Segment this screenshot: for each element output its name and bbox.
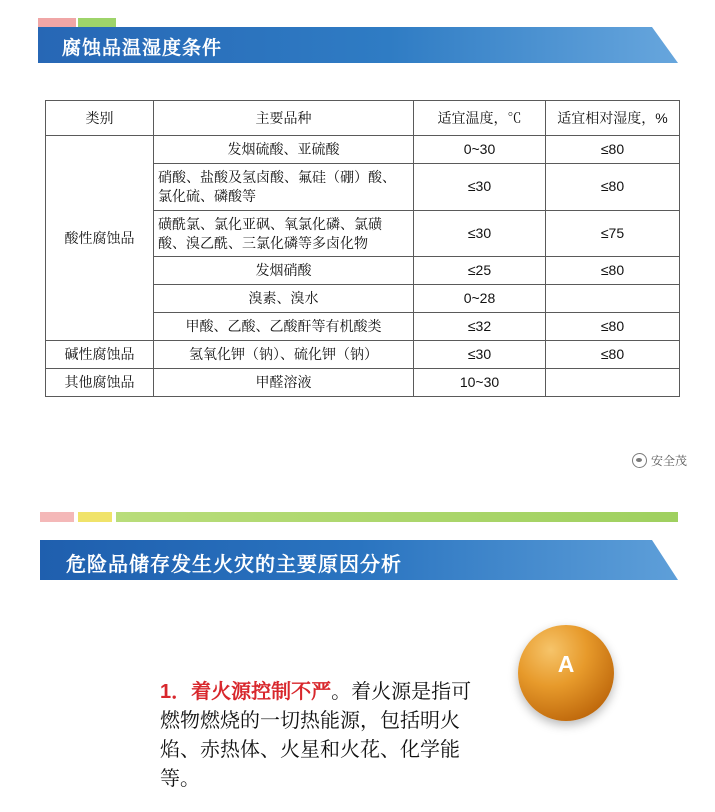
table-row [46,369,680,397]
cell-temperature: ≤25 [414,257,546,285]
cell-humidity: ≤80 [546,313,680,341]
th-kind: 主要品种 [154,101,414,136]
decorative-strip-green [78,18,116,27]
decorative-strip-pink [38,18,76,27]
cell-humidity: ≤80 [546,341,680,369]
wechat-icon [632,453,647,468]
slide-fire-cause-analysis [0,500,715,812]
cell-humidity: ≤80 [546,136,680,164]
paragraph-highlight: 1．着火源控制不严 [160,681,332,703]
cell-kind: 发烟硫酸、亚硫酸 [154,136,414,164]
watermark [632,452,687,469]
table-row [46,341,680,369]
cell-category-acidic: 酸性腐蚀品 [46,136,154,341]
cell-humidity [546,369,680,397]
decorative-strip-pink [40,512,74,522]
cell-humidity: ≤80 [546,257,680,285]
slide1-title: 腐蚀品温湿度条件 [62,38,223,59]
slide2-paragraph [160,678,490,794]
th-category: 类别 [46,101,154,136]
corrosives-table [45,100,680,397]
decorative-strip-green [116,512,678,522]
decorative-strip-yellow [78,512,112,522]
badge-sphere [518,625,614,721]
cell-humidity [546,285,680,313]
watermark-label: 安全茂 [650,454,687,468]
cell-category-other: 其他腐蚀品 [46,369,154,397]
title-bar-corner-cut [652,540,678,580]
slide2-title: 危险品储存发生火灾的主要原因分析 [66,554,402,576]
cell-kind: 磺酰氯、氯化亚砜、氧氯化磷、氯磺酸、溴乙酰、三氯化磷等多卤化物 [154,210,414,257]
cell-temperature: ≤30 [414,341,546,369]
cell-temperature: 0~28 [414,285,546,313]
cell-temperature: ≤32 [414,313,546,341]
badge-label: A [557,651,575,677]
cell-temperature: 0~30 [414,136,546,164]
cell-kind: 甲醛溶液 [154,369,414,397]
slide1-title-bar [38,27,678,63]
paragraph-rest: 。着火源是指可燃物燃烧的一切热能源，包括明火焰、赤热体、火星和火花、化学能等。 [160,681,472,790]
slide2-title-bar [40,540,678,580]
table-row [46,136,680,164]
cell-kind: 甲酸、乙酸、乙酸酐等有机酸类 [154,313,414,341]
cell-kind: 氢氧化钾（钠）、硫化钾（钠） [154,341,414,369]
th-temperature: 适宜温度，℃ [414,101,546,136]
th-humidity: 适宜相对湿度，% [546,101,680,136]
cell-temperature: ≤30 [414,163,546,210]
cell-temperature: 10~30 [414,369,546,397]
title-bar-corner-cut [652,27,678,63]
cell-kind: 溴素、溴水 [154,285,414,313]
cell-humidity: ≤80 [546,163,680,210]
cell-kind: 发烟硝酸 [154,257,414,285]
cell-kind: 硝酸、盐酸及氢卤酸、氟硅（硼）酸、氯化硫、磷酸等 [154,163,414,210]
corrosives-table-wrapper [45,100,679,397]
table-header-row [46,101,680,136]
cell-temperature: ≤30 [414,210,546,257]
cell-category-alkaline: 碱性腐蚀品 [46,341,154,369]
cell-humidity: ≤75 [546,210,680,257]
